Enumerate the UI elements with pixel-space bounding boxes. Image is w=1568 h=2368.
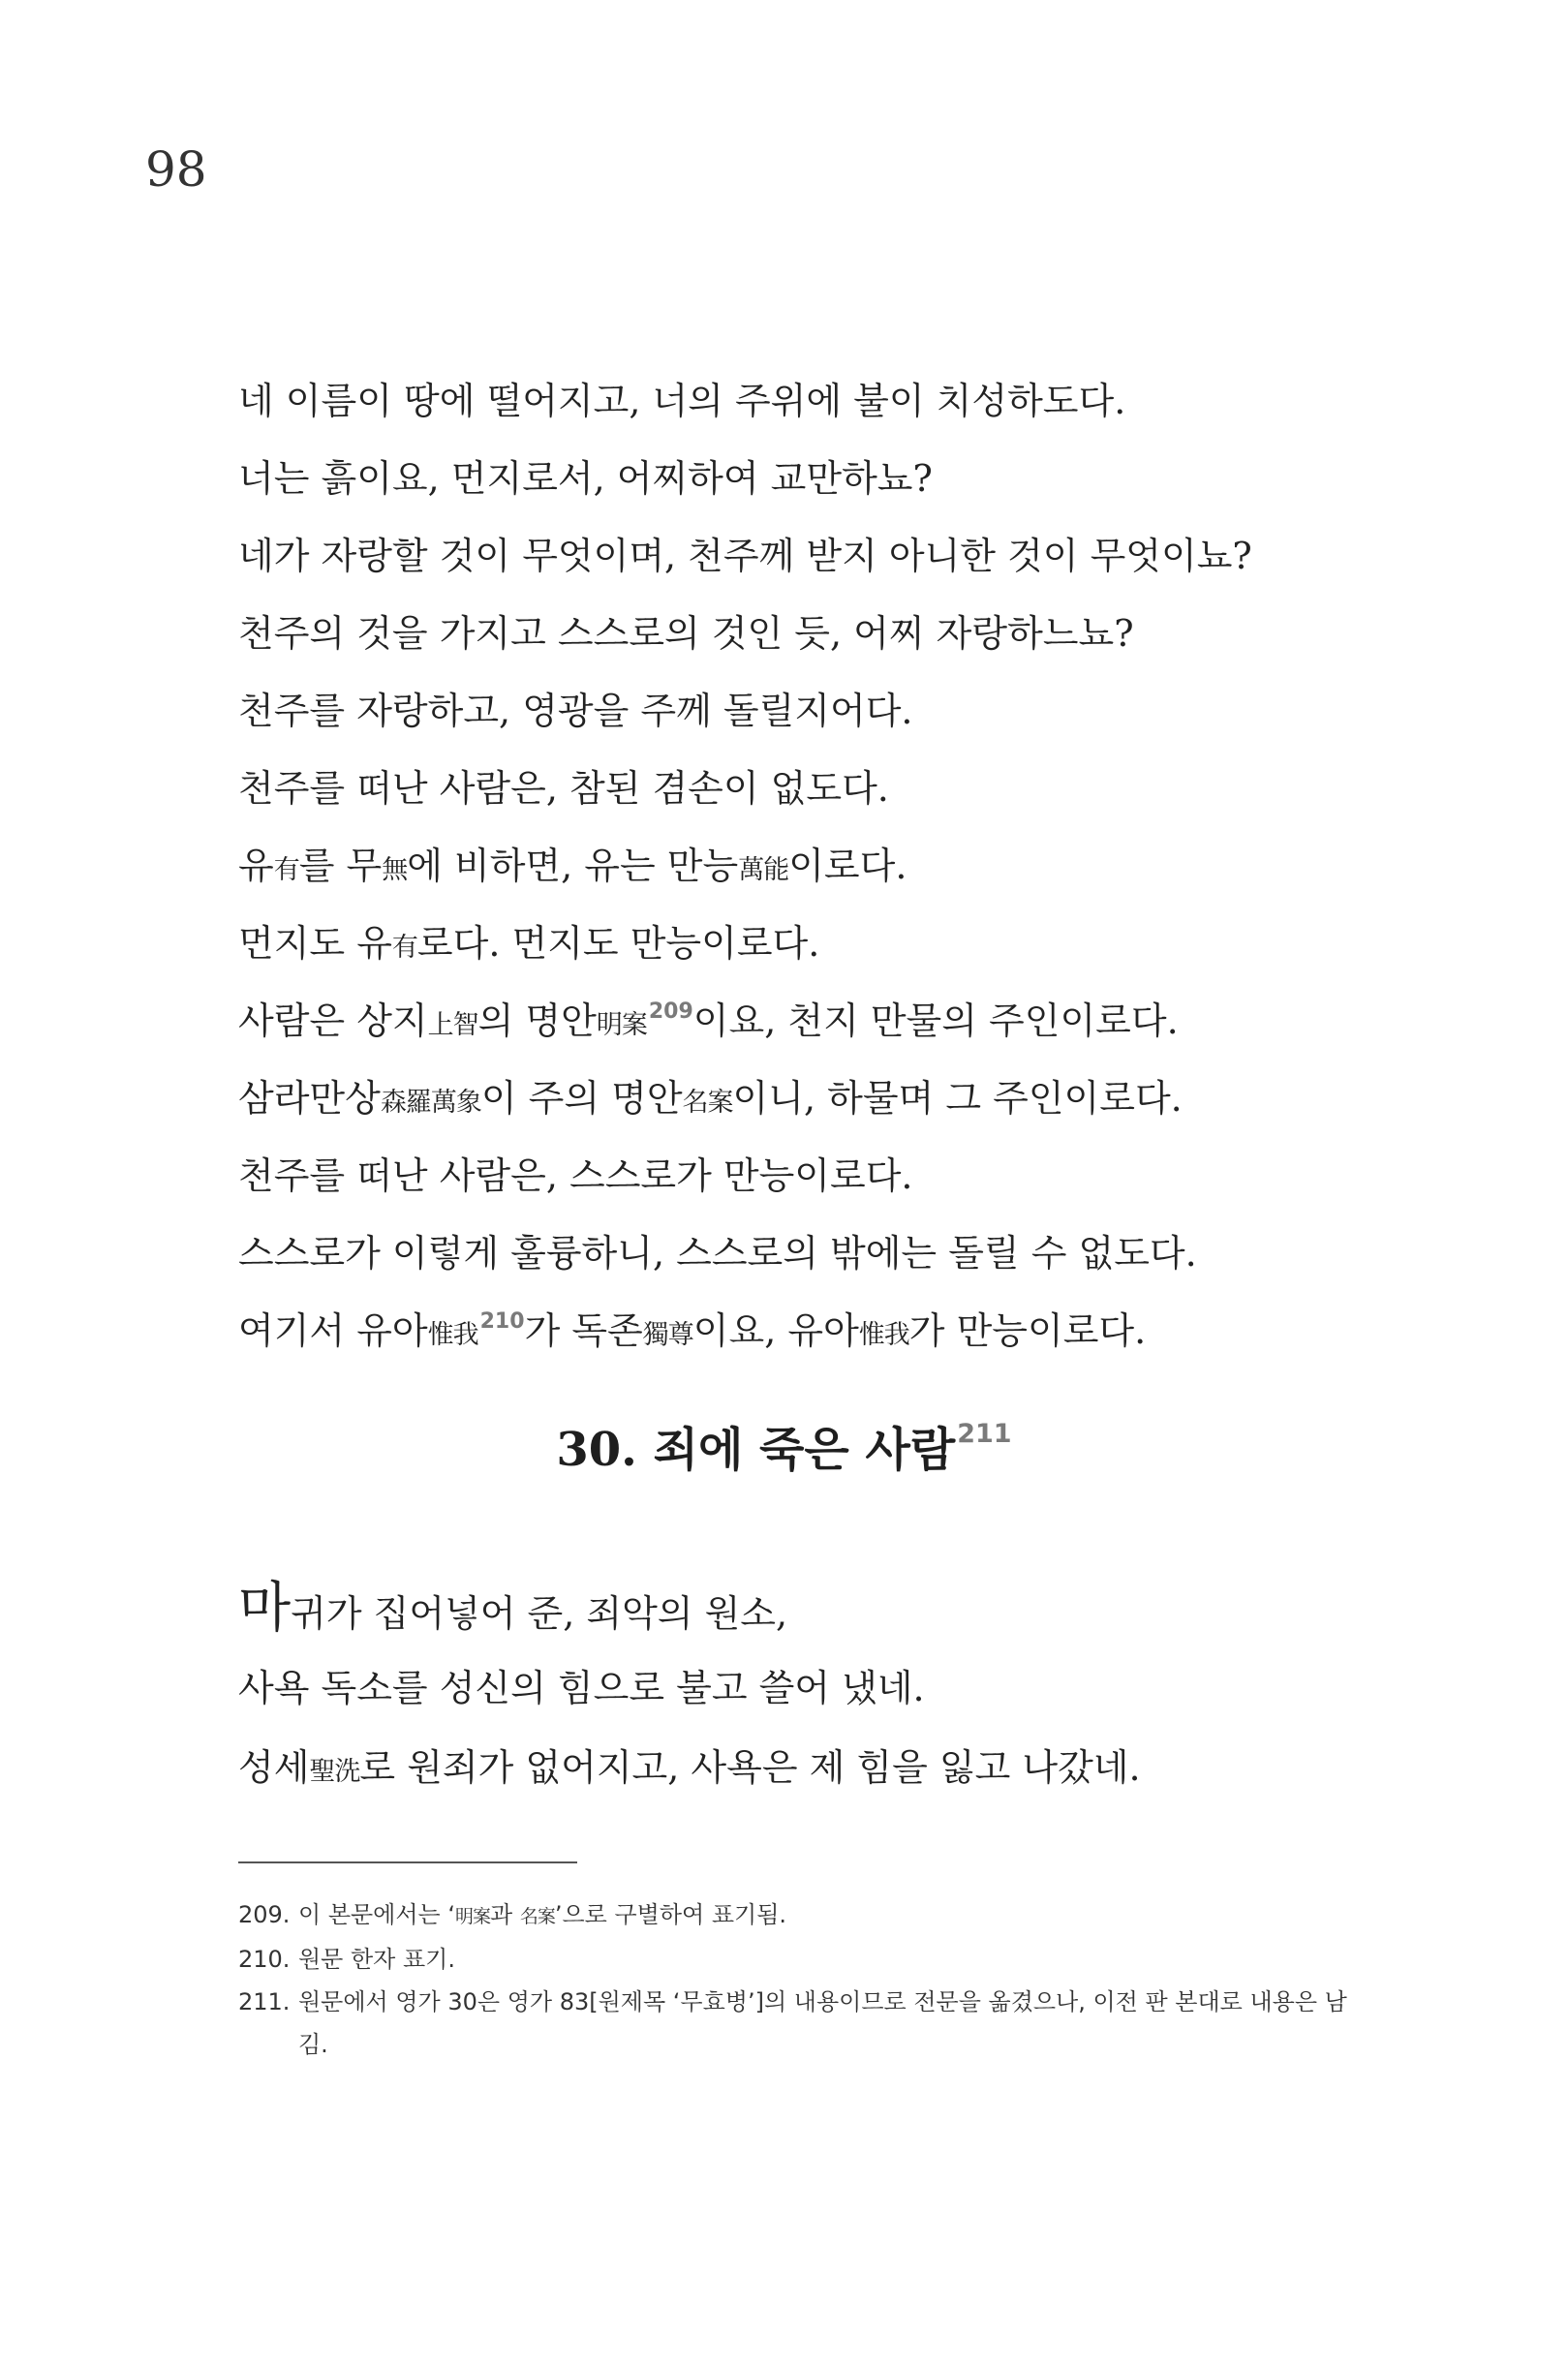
text-segment: 이요, 유아	[692, 1309, 859, 1352]
poem-line	[238, 517, 1449, 595]
footnote-number: 211.	[238, 1988, 291, 2015]
footnote-item	[238, 1981, 1352, 2066]
text-segment: 가 만능이로다.	[908, 1309, 1147, 1352]
text-segment: 이 본문에서는 ‘	[298, 1901, 455, 1928]
poem-line	[238, 982, 1449, 1060]
footnote-ref: 210	[479, 1309, 525, 1334]
hanja-annotation: 萬能	[738, 855, 789, 885]
poem-block	[238, 362, 1449, 1369]
poem-line	[238, 1292, 1449, 1369]
footnote-text	[298, 1981, 1352, 2066]
text-segment: 이로다.	[788, 845, 907, 887]
footnote-number: 209.	[238, 1901, 291, 1928]
hanja-annotation: 明案	[455, 1906, 491, 1927]
drop-cap: 마	[238, 1577, 292, 1640]
poem-line	[238, 440, 1449, 517]
footnote-divider	[238, 1861, 577, 1863]
text-segment: 귀가 집어넣어 준, 죄악의 원소,	[291, 1592, 788, 1635]
text-segment: 너는 흙이요, 먼지로서, 어찌하여 교만하뇨?	[238, 457, 933, 500]
hanja-annotation: 上智	[427, 1010, 478, 1040]
text-segment: 원문에서 영가 30은 영가 83[원제목 ‘무효병’]의 내용이므로 전문을 옮겼으나, 이전 판 본대로 내용은 남김.	[298, 1988, 1347, 2058]
hanja-annotation: 明案	[596, 1010, 647, 1040]
text-segment: 네 이름이 땅에 떨어지고, 너의 주위에 불이 치성하도다.	[238, 380, 1126, 422]
text-segment: 로다. 먼지도 만능이로다.	[416, 922, 820, 965]
poem-line	[238, 1060, 1449, 1137]
text-segment: 천주를 떠난 사람은, 참된 겸손이 없도다.	[238, 767, 889, 810]
text-segment: 로 원죄가 없어지고, 사욕은 제 힘을 잃고 나갔네.	[359, 1746, 1141, 1789]
section-title	[0, 1416, 1568, 1484]
hanja-annotation: 名案	[519, 1906, 555, 1927]
hanja-annotation: 名案	[682, 1088, 733, 1118]
poem-line	[238, 672, 1449, 750]
hanja-annotation: 森羅萬象	[380, 1088, 481, 1118]
footnote-item	[238, 1938, 1352, 1981]
page-number: 98	[145, 141, 207, 198]
poem-line	[238, 362, 1449, 440]
text-segment: 사람은 상지	[238, 999, 428, 1042]
footnote-item	[238, 1893, 1352, 1938]
text-segment: 이요, 천지 만물의 주인이로다.	[692, 999, 1179, 1042]
text-segment: 이 주의 명안	[480, 1077, 683, 1120]
hanja-annotation: 惟我	[858, 1320, 909, 1350]
text-segment: 유	[238, 845, 274, 887]
poem-line	[238, 1215, 1449, 1292]
text-segment: 천주를 자랑하고, 영광을 주께 돌릴지어다.	[238, 690, 913, 732]
verse-line	[238, 1728, 1449, 1807]
text-segment: 를 무	[298, 845, 383, 887]
text-segment: 사욕 독소를 성신의 힘으로 불고 쓸어 냈네.	[238, 1667, 925, 1709]
text-segment: 원문 한자 표기.	[298, 1946, 455, 1973]
hanja-annotation: 有	[391, 933, 417, 963]
text-segment: 가 독존	[524, 1309, 643, 1352]
text-segment: 여기서 유아	[238, 1309, 428, 1352]
text-segment: 천주를 떠난 사람은, 스스로가 만능이로다.	[238, 1154, 913, 1197]
text-segment: 먼지도 유	[238, 922, 392, 965]
hanja-annotation: 獨尊	[642, 1320, 693, 1350]
text-segment: 의 명안	[477, 999, 597, 1042]
poem-line	[238, 1137, 1449, 1215]
text-segment: 성세	[238, 1746, 310, 1789]
footnote-ref: 211	[957, 1419, 1012, 1449]
footnote-number: 210.	[238, 1946, 291, 1973]
hanja-annotation: 有	[273, 855, 299, 885]
hanja-annotation: 聖洗	[309, 1757, 360, 1787]
text-segment: ’으로 구별하여 표기됨.	[554, 1901, 787, 1928]
poem-line	[238, 750, 1449, 827]
footnote-text	[298, 1893, 1352, 1938]
text-segment: 에 비하면, 유는 만능	[407, 845, 739, 887]
poem-line	[238, 595, 1449, 672]
section-title-text: 30. 죄에 죽은 사람	[556, 1423, 956, 1477]
text-segment: 삼라만상	[238, 1077, 381, 1120]
hanja-annotation: 無	[382, 855, 408, 885]
text-segment: 스스로가 이렇게 훌륭하니, 스스로의 밖에는 돌릴 수 없도다.	[238, 1232, 1197, 1275]
text-segment: 천주의 것을 가지고 스스로의 것인 듯, 어찌 자랑하느뇨?	[238, 612, 1134, 655]
poem-line	[238, 905, 1449, 982]
verse-block	[238, 1569, 1449, 1807]
text-segment: 이니, 하물며 그 주인이로다.	[732, 1077, 1183, 1120]
footnote-text	[298, 1938, 1352, 1981]
verse-line	[238, 1648, 1449, 1728]
hanja-annotation: 惟我	[427, 1320, 478, 1350]
footnotes	[238, 1893, 1352, 2066]
footnote-ref: 209	[648, 999, 693, 1024]
poem-line	[238, 827, 1449, 905]
text-segment: 과	[490, 1901, 520, 1928]
text-segment: 네가 자랑할 것이 무엇이며, 천주께 받지 아니한 것이 무엇이뇨?	[238, 535, 1252, 577]
verse-line	[238, 1569, 1449, 1648]
